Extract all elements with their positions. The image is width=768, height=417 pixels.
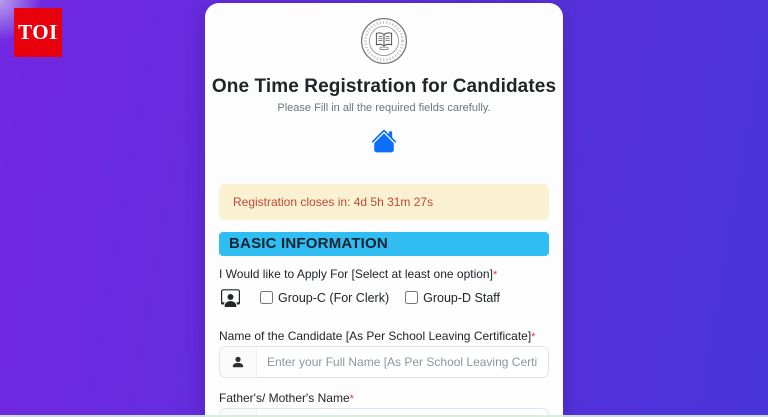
parent-name-label: Father's/ Mother's Name* [219,391,354,405]
registration-card [205,3,563,417]
section-header-basic-information [219,232,549,256]
person-icon [220,347,257,377]
workstation-icon [221,288,240,307]
apply-for-options [219,288,549,307]
checkbox-group-d[interactable] [405,291,500,305]
group-d-checkbox[interactable] [405,291,418,304]
candidate-name-input[interactable] [257,347,548,377]
toi-logo [14,8,62,57]
registration-countdown-banner [219,184,549,220]
home-button[interactable] [205,128,563,154]
group-c-checkbox[interactable] [260,291,273,304]
required-marker: * [531,331,536,343]
section-header-text: BASIC INFORMATION [229,235,388,252]
card-header [205,3,563,154]
checkbox-group-c[interactable] [260,291,389,305]
candidate-name-input-group [219,346,549,378]
toi-logo-text: TOI [18,20,58,44]
required-marker: * [492,269,498,281]
group-d-label: Group-D Staff [423,290,501,305]
group-c-label: Group-C (For Clerk) [278,290,390,305]
countdown-text: Registration closes in: 4d 5h 31m 27s [233,195,434,209]
apply-for-label: I Would like to Apply For [Select at least one option]* [219,267,498,281]
required-marker: * [349,393,354,405]
page-subtitle: Please Fill in all the required fields carefully. [277,102,491,114]
home-icon [371,128,397,154]
institution-seal-icon [360,17,408,70]
page-title: One Time Registration for Candidates [211,76,557,97]
candidate-name-label: Name of the Candidate [As Per School Leaving Certificate]* [219,329,536,343]
